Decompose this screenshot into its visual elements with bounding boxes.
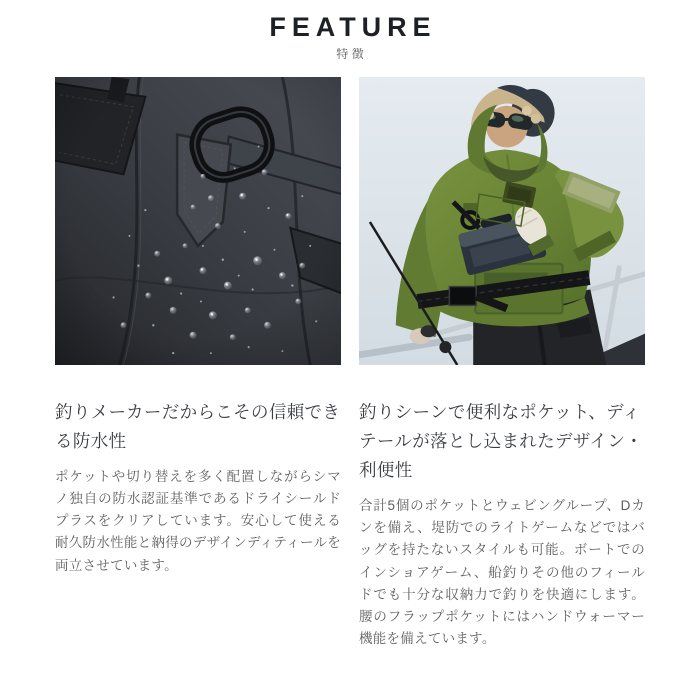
fabric-droplets-illustration (55, 77, 341, 365)
angler-illustration (359, 77, 645, 365)
page-subtitle: 特徴 (336, 47, 368, 61)
feature-heading-design: 釣りシーンで便利なポケット、ディテールが落とし込まれたデザイン・利便性 (359, 402, 644, 481)
feature-header (55, 12, 645, 61)
feature-section-waterproof (55, 77, 341, 650)
angler-wearing-jacket-image (359, 77, 645, 365)
page-title: FEATURE (269, 12, 437, 42)
feature-body-design: 合計5個のポケットとウェビングループ、Dカンを備え、堤防でのライトゲームなどではバッグを持たないスタイルも可能。ボートでのインショアゲーム、船釣りその他のフィールドでも十分な収納力で釣りを快適にします。腰のフラップポケットにはハンドウォーマー機能を備えています。 (359, 498, 645, 646)
feature-body-waterproof: ポケットや切り替えを多く配置しながらシマノ独自の防水認証基準であるドライシールドプラスをクリアしています。安心して使える耐久防水性能と納得のデザインディティールを両立させています。 (55, 469, 341, 573)
feature-heading-waterproof: 釣りメーカーだからこその信頼できる防水性 (55, 402, 341, 452)
waterproof-fabric-closeup-image (55, 77, 341, 365)
feature-columns (55, 77, 645, 650)
feature-section-design (359, 77, 645, 650)
belt-buckle (449, 287, 476, 306)
